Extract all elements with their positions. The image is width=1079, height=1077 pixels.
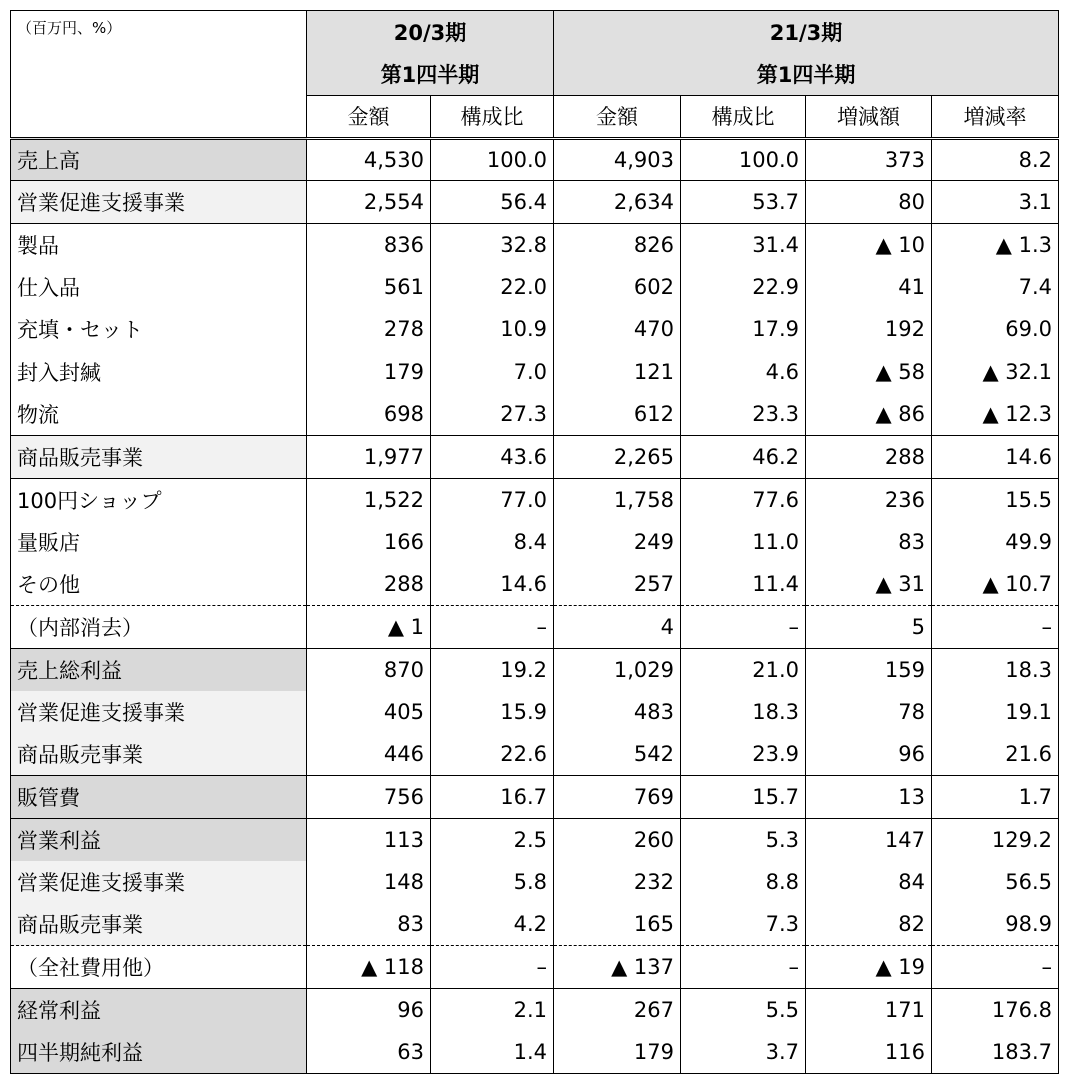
cell-value: 32.8 bbox=[431, 223, 554, 266]
cell-value: 8.2 bbox=[932, 138, 1059, 181]
table-row bbox=[11, 861, 1059, 904]
cell-value: 470 bbox=[554, 308, 681, 351]
cell-value: 16.7 bbox=[431, 776, 554, 819]
cell-value: 11.0 bbox=[681, 521, 806, 564]
cell-value: 232 bbox=[554, 861, 681, 904]
cell-value: ▲ 1 bbox=[307, 606, 431, 649]
cell-value: 446 bbox=[307, 733, 431, 776]
cell-value: 14.6 bbox=[431, 563, 554, 606]
cell-value: – bbox=[431, 946, 554, 989]
cell-value: 769 bbox=[554, 776, 681, 819]
table-row bbox=[11, 138, 1059, 181]
cell-value: 267 bbox=[554, 988, 681, 1031]
row-label: 売上総利益 bbox=[11, 648, 307, 691]
cell-value: 23.9 bbox=[681, 733, 806, 776]
cell-value: 56.4 bbox=[431, 181, 554, 224]
cell-value: 698 bbox=[307, 393, 431, 436]
cell-value: 63 bbox=[307, 1031, 431, 1074]
table-row bbox=[11, 988, 1059, 1031]
cell-value: 98.9 bbox=[932, 903, 1059, 946]
cell-value: ▲ 118 bbox=[307, 946, 431, 989]
cell-value: 148 bbox=[307, 861, 431, 904]
cell-value: 46.2 bbox=[681, 436, 806, 479]
cell-value: 10.9 bbox=[431, 308, 554, 351]
table-row bbox=[11, 903, 1059, 946]
table-row bbox=[11, 436, 1059, 479]
row-label: （内部消去） bbox=[11, 606, 307, 649]
cell-value: 483 bbox=[554, 691, 681, 734]
cell-value: 77.0 bbox=[431, 478, 554, 521]
cell-value: 31.4 bbox=[681, 223, 806, 266]
cell-value: ▲ 19 bbox=[806, 946, 932, 989]
row-label: 販管費 bbox=[11, 776, 307, 819]
table-row bbox=[11, 478, 1059, 521]
cell-value: 2,634 bbox=[554, 181, 681, 224]
cell-value: 4.2 bbox=[431, 903, 554, 946]
cell-value: 18.3 bbox=[681, 691, 806, 734]
cell-value: 1,977 bbox=[307, 436, 431, 479]
cell-value: 405 bbox=[307, 691, 431, 734]
table-row bbox=[11, 393, 1059, 436]
cell-value: 260 bbox=[554, 818, 681, 861]
cell-value: 22.0 bbox=[431, 266, 554, 309]
column-header: 金額 bbox=[554, 96, 681, 139]
cell-value: 14.6 bbox=[932, 436, 1059, 479]
row-label: 営業利益 bbox=[11, 818, 307, 861]
cell-value: 171 bbox=[806, 988, 932, 1031]
row-label: 100円ショップ bbox=[11, 478, 307, 521]
cell-value: 159 bbox=[806, 648, 932, 691]
cell-value: 179 bbox=[554, 1031, 681, 1074]
table-row bbox=[11, 776, 1059, 819]
cell-value: 82 bbox=[806, 903, 932, 946]
cell-value: 373 bbox=[806, 138, 932, 181]
table-row bbox=[11, 308, 1059, 351]
table-row bbox=[11, 181, 1059, 224]
row-label: 営業促進支援事業 bbox=[11, 861, 307, 904]
cell-value: 56.5 bbox=[932, 861, 1059, 904]
row-label: その他 bbox=[11, 563, 307, 606]
cell-value: 53.7 bbox=[681, 181, 806, 224]
cell-value: 100.0 bbox=[681, 138, 806, 181]
cell-value: ▲ 58 bbox=[806, 351, 932, 394]
cell-value: 113 bbox=[307, 818, 431, 861]
cell-value: 826 bbox=[554, 223, 681, 266]
cell-value: 561 bbox=[307, 266, 431, 309]
row-label: 経常利益 bbox=[11, 988, 307, 1031]
cell-value: 1.4 bbox=[431, 1031, 554, 1074]
cell-value: 249 bbox=[554, 521, 681, 564]
row-label: （全社費用他） bbox=[11, 946, 307, 989]
row-label: 営業促進支援事業 bbox=[11, 691, 307, 734]
cell-value: 18.3 bbox=[932, 648, 1059, 691]
cell-value: 2,265 bbox=[554, 436, 681, 479]
cell-value: 236 bbox=[806, 478, 932, 521]
quarter-prev-label: 第1四半期 bbox=[307, 53, 554, 96]
cell-value: 96 bbox=[806, 733, 932, 776]
cell-value: 96 bbox=[307, 988, 431, 1031]
cell-value: – bbox=[932, 946, 1059, 989]
table-body bbox=[11, 138, 1059, 1073]
cell-value: 288 bbox=[806, 436, 932, 479]
column-header: 構成比 bbox=[431, 96, 554, 139]
table-row bbox=[11, 733, 1059, 776]
period-prev-label: 20/3期 bbox=[307, 11, 554, 54]
cell-value: 7.3 bbox=[681, 903, 806, 946]
table-row bbox=[11, 521, 1059, 564]
row-label: 商品販売事業 bbox=[11, 903, 307, 946]
cell-value: 4.6 bbox=[681, 351, 806, 394]
cell-value: 4,903 bbox=[554, 138, 681, 181]
cell-value: 1.7 bbox=[932, 776, 1059, 819]
cell-value: 43.6 bbox=[431, 436, 554, 479]
cell-value: 49.9 bbox=[932, 521, 1059, 564]
row-label: 仕入品 bbox=[11, 266, 307, 309]
cell-value: 11.4 bbox=[681, 563, 806, 606]
cell-value: 147 bbox=[806, 818, 932, 861]
table-row bbox=[11, 223, 1059, 266]
row-label: 量販店 bbox=[11, 521, 307, 564]
cell-value: – bbox=[431, 606, 554, 649]
cell-value: 192 bbox=[806, 308, 932, 351]
cell-value: 77.6 bbox=[681, 478, 806, 521]
cell-value: 8.8 bbox=[681, 861, 806, 904]
row-label: 製品 bbox=[11, 223, 307, 266]
cell-value: 2.5 bbox=[431, 818, 554, 861]
cell-value: 2.1 bbox=[431, 988, 554, 1031]
cell-value: 13 bbox=[806, 776, 932, 819]
cell-value: ▲ 12.3 bbox=[932, 393, 1059, 436]
header-row-period bbox=[11, 11, 1059, 54]
period-curr-label: 21/3期 bbox=[554, 11, 1059, 54]
row-label: 営業促進支援事業 bbox=[11, 181, 307, 224]
cell-value: 1,029 bbox=[554, 648, 681, 691]
header-row-columns bbox=[11, 96, 1059, 139]
cell-value: 21.6 bbox=[932, 733, 1059, 776]
cell-value: 4 bbox=[554, 606, 681, 649]
cell-value: 7.4 bbox=[932, 266, 1059, 309]
cell-value: 8.4 bbox=[431, 521, 554, 564]
cell-value: 69.0 bbox=[932, 308, 1059, 351]
cell-value: ▲ 32.1 bbox=[932, 351, 1059, 394]
cell-value: 78 bbox=[806, 691, 932, 734]
cell-value: 7.0 bbox=[431, 351, 554, 394]
cell-value: 836 bbox=[307, 223, 431, 266]
cell-value: 19.1 bbox=[932, 691, 1059, 734]
column-header: 増減率 bbox=[932, 96, 1059, 139]
cell-value: 84 bbox=[806, 861, 932, 904]
cell-value: 15.9 bbox=[431, 691, 554, 734]
cell-value: 756 bbox=[307, 776, 431, 819]
cell-value: 542 bbox=[554, 733, 681, 776]
row-label: 物流 bbox=[11, 393, 307, 436]
cell-value: 21.0 bbox=[681, 648, 806, 691]
cell-value: 257 bbox=[554, 563, 681, 606]
quarter-curr-label: 第1四半期 bbox=[554, 53, 1059, 96]
cell-value: 165 bbox=[554, 903, 681, 946]
column-header: 構成比 bbox=[681, 96, 806, 139]
cell-value: – bbox=[932, 606, 1059, 649]
cell-value: 17.9 bbox=[681, 308, 806, 351]
cell-value: 41 bbox=[806, 266, 932, 309]
cell-value: 5.5 bbox=[681, 988, 806, 1031]
cell-value: 5.8 bbox=[431, 861, 554, 904]
cell-value: ▲ 137 bbox=[554, 946, 681, 989]
row-label: 封入封緘 bbox=[11, 351, 307, 394]
row-label: 充填・セット bbox=[11, 308, 307, 351]
row-label: 商品販売事業 bbox=[11, 733, 307, 776]
cell-value: 166 bbox=[307, 521, 431, 564]
cell-value: 4,530 bbox=[307, 138, 431, 181]
cell-value: 612 bbox=[554, 393, 681, 436]
cell-value: 129.2 bbox=[932, 818, 1059, 861]
table-row bbox=[11, 606, 1059, 649]
cell-value: 5.3 bbox=[681, 818, 806, 861]
table-row bbox=[11, 563, 1059, 606]
cell-value: 278 bbox=[307, 308, 431, 351]
cell-value: 80 bbox=[806, 181, 932, 224]
cell-value: 22.6 bbox=[431, 733, 554, 776]
financial-table-container bbox=[10, 10, 1059, 1074]
financial-results-table bbox=[10, 10, 1059, 1074]
cell-value: ▲ 1.3 bbox=[932, 223, 1059, 266]
cell-value: 19.2 bbox=[431, 648, 554, 691]
table-row bbox=[11, 266, 1059, 309]
cell-value: 27.3 bbox=[431, 393, 554, 436]
cell-value: 3.7 bbox=[681, 1031, 806, 1074]
cell-value: 83 bbox=[307, 903, 431, 946]
table-row bbox=[11, 691, 1059, 734]
cell-value: 288 bbox=[307, 563, 431, 606]
table-row bbox=[11, 818, 1059, 861]
cell-value: 23.3 bbox=[681, 393, 806, 436]
row-label: 四半期純利益 bbox=[11, 1031, 307, 1074]
cell-value: 83 bbox=[806, 521, 932, 564]
cell-value: 5 bbox=[806, 606, 932, 649]
cell-value: 870 bbox=[307, 648, 431, 691]
table-row bbox=[11, 1031, 1059, 1074]
cell-value: 176.8 bbox=[932, 988, 1059, 1031]
cell-value: ▲ 10 bbox=[806, 223, 932, 266]
row-label: 売上高 bbox=[11, 138, 307, 181]
row-label: 商品販売事業 bbox=[11, 436, 307, 479]
cell-value: ▲ 10.7 bbox=[932, 563, 1059, 606]
cell-value: 3.1 bbox=[932, 181, 1059, 224]
table-row bbox=[11, 946, 1059, 989]
cell-value: 22.9 bbox=[681, 266, 806, 309]
cell-value: 116 bbox=[806, 1031, 932, 1074]
cell-value: 1,522 bbox=[307, 478, 431, 521]
cell-value: 1,758 bbox=[554, 478, 681, 521]
header-blank-cell bbox=[11, 96, 307, 139]
cell-value: 100.0 bbox=[431, 138, 554, 181]
unit-label: （百万円、%） bbox=[11, 11, 307, 96]
cell-value: 602 bbox=[554, 266, 681, 309]
column-header: 金額 bbox=[307, 96, 431, 139]
table-row bbox=[11, 351, 1059, 394]
cell-value: – bbox=[681, 606, 806, 649]
cell-value: – bbox=[681, 946, 806, 989]
column-header: 増減額 bbox=[806, 96, 932, 139]
cell-value: 15.5 bbox=[932, 478, 1059, 521]
table-row bbox=[11, 648, 1059, 691]
cell-value: 2,554 bbox=[307, 181, 431, 224]
cell-value: 15.7 bbox=[681, 776, 806, 819]
cell-value: ▲ 86 bbox=[806, 393, 932, 436]
cell-value: ▲ 31 bbox=[806, 563, 932, 606]
cell-value: 121 bbox=[554, 351, 681, 394]
cell-value: 183.7 bbox=[932, 1031, 1059, 1074]
cell-value: 179 bbox=[307, 351, 431, 394]
